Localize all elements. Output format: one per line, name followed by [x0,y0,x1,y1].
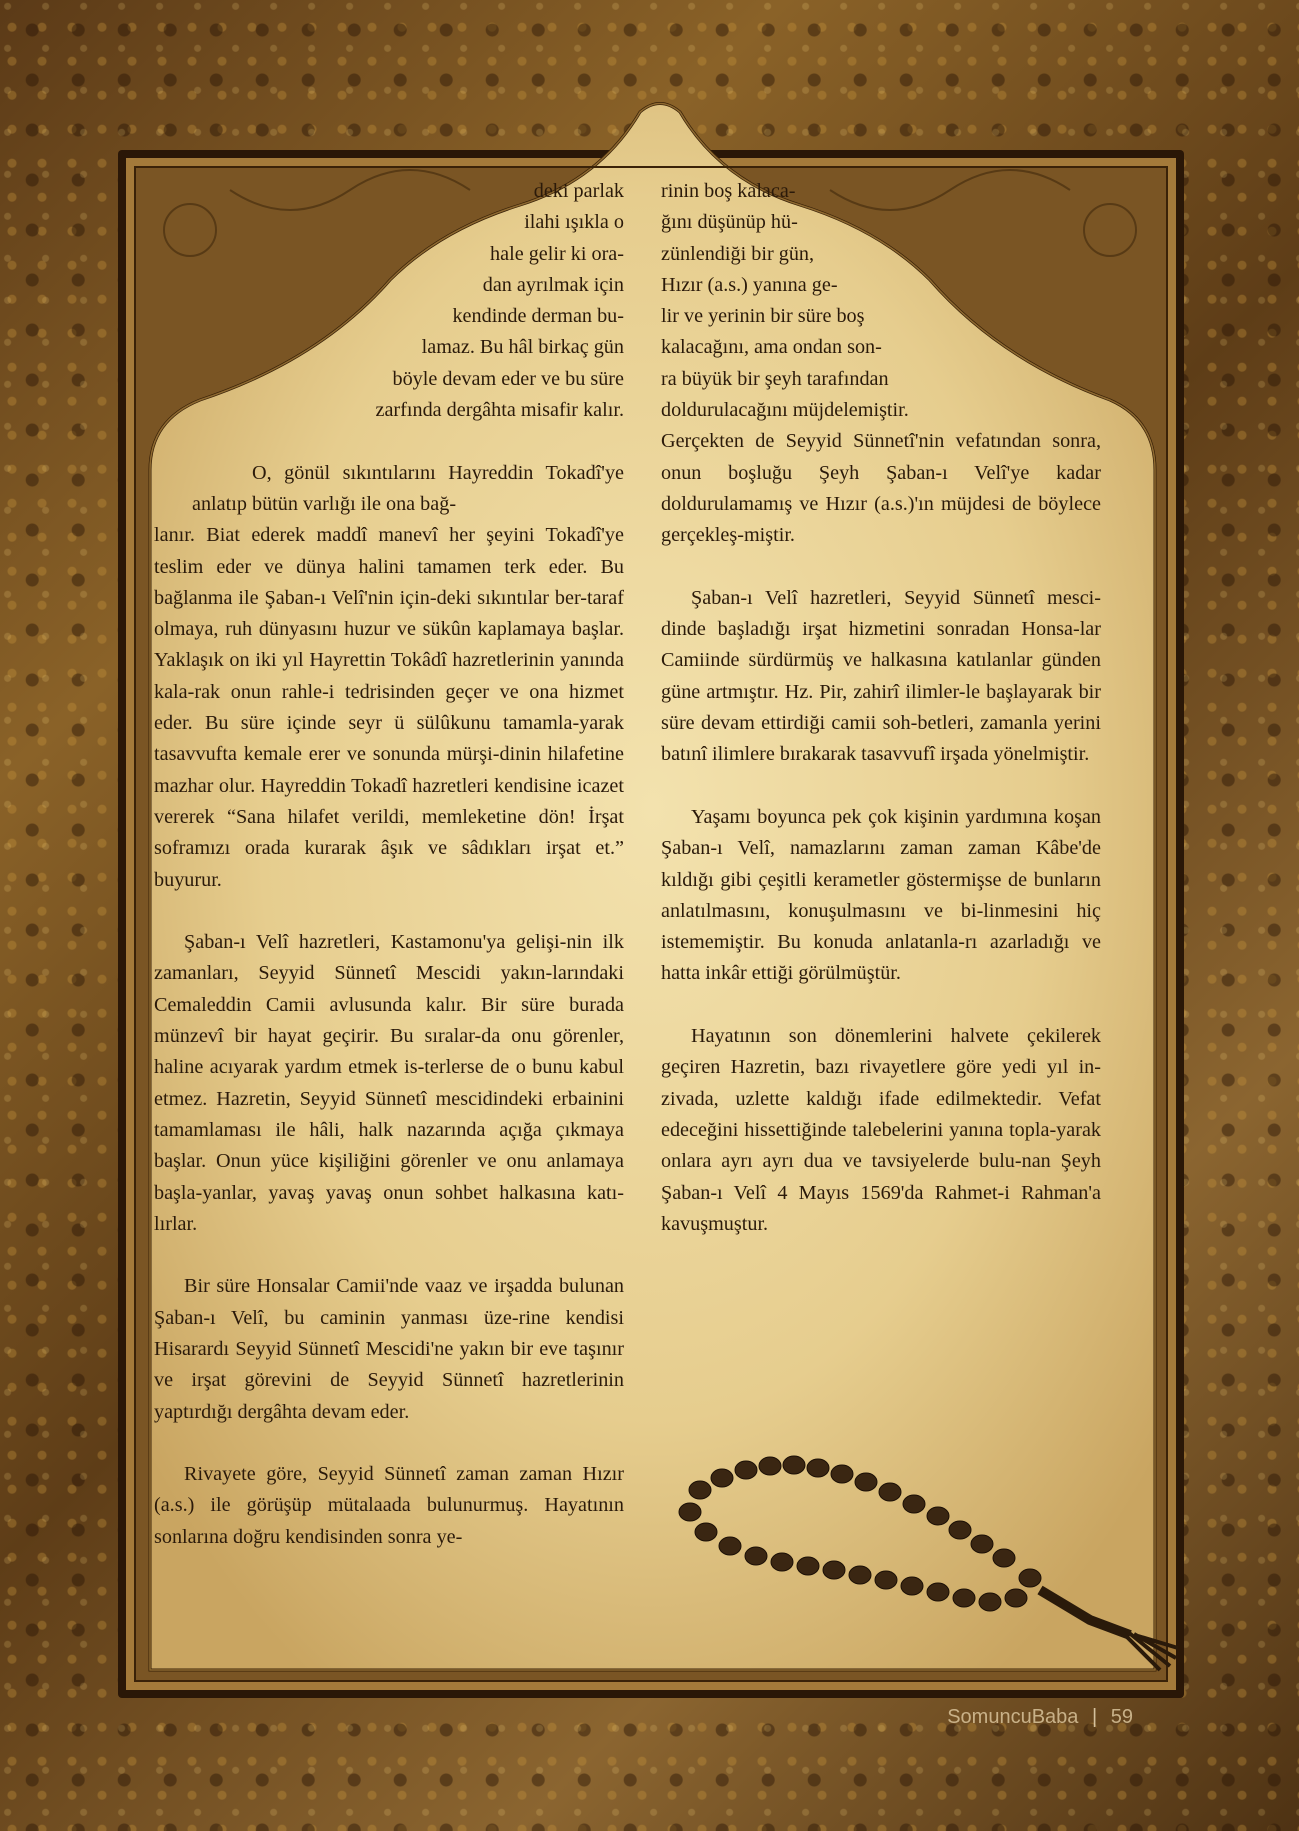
paragraph: Şaban-ı Velî hazretleri, Seyyid Sünnetî mesci-dinde başladığı irşat hizmetini sonradan Honsa-lar Camiinde sürdürmüş ve halkasına katılanlar günden güne artmıştır. Hz. Pir, zahirî ilimler-le başlayarak bir süre devam ettirdiği camii soh-betleri, zamanla yerini batınî ilimlere bırakarak tasavvufî irşada yönelmiştir. [661,586,1101,766]
text-line: ra büyük bir şeyh tarafından [661,367,889,390]
paragraph: Yaşamı boyunca pek çok kişinin yardımına koşan Şaban-ı Velî, namazlarını zaman zaman Kâbe'de kıldığı gibi çeşitli kerametler göstermişse de bunların anlatılmasını, konuşulmasını ve bi-linmesini hiç istememiştir. Bu konuda anlatanla-rı azarladığı ve hatta inkâr ettiği görülmüştür. [661,805,1101,985]
left-column [154,176,624,1584]
text-line: dan ayrılmak için [482,273,624,296]
right-intro-stepped [661,176,1101,426]
paragraph: Şaban-ı Velî hazretleri, Kastamonu'ya gelişi-nin ilk zamanları, Seyyid Sünnetî Mescidi yakın-larındaki Cemaleddin Camii avlusunda kalır. Bir süre burada münzevî bir hayat geçirir. Bu sıralar-da onu görenler, haline acıyarak yardım etmek is-terlerse de o bunu kabul etmez. Hazretin, Seyyid Sünnetî mescidindeki erbainini tamamlaması ile hâli, halk nazarında açığa çıkmaya başlar. Onun yüce kişiliğini görenler ve onu anlamaya başla-yanlar, yavaş yavaş onun sohbet halkasına katı-lırlar. [154,931,624,1235]
magazine-name: SomuncuBaba [947,1706,1079,1728]
paragraph: lanır. Biat ederek maddî manevî her şeyini Tokadî'ye teslim eder ve dünya halini tamamen terk eder. Bu bağlanma ile Şaban-ı Velî'nin için-deki sıkıntılar ber-taraf olmaya, ruh dünyasını huzur ve sükûn kaplamaya başlar. Yaklaşık on iki yıl Hayrettin Tokâdî hazretlerinin yanında kala-rak onun rahle-i tedrisinden geçer ve ona hizmet eder. Bu süre içinde seyr ü sülûkunu tamamla-yarak tasavvufta kemale erer ve sonunda mürşi-dinin hilafetine mazhar olur. Hayreddin Tokadî hazretleri kendisine icazet vererek “Sana hilafet verildi, memleketine dön! İrşat soframızı orada kurarak âşık ve sâdıkları irşat et.” buyurur. [154,524,624,891]
paragraph: Rivayete göre, Seyyid Sünnetî zaman zaman Hızır (a.s.) ile görüşüp mütalaada bulunurmuş. Hayatının sonlarına doğru kendisinden sonra ye- [154,1463,624,1548]
text-line: kalacağını, ama ondan son- [661,336,882,359]
text-line: ilahi ışıkla o [524,211,624,234]
left-intro-stepped [154,176,624,426]
paragraph: Gerçekten de Seyyid Sünnetî'nin vefatından sonra, onun boşluğu Şeyh Şaban-ı Velî'ye kadar doldurulamamış ve Hızır (a.s.)'ın müjdesi de böylece gerçekleş-miştir. [661,430,1101,547]
prayer-beads-image [660,1420,1180,1690]
text-line: böyle devam eder ve bu süre [392,367,624,390]
paragraph: Hayatının son dönemlerini halvete çekilerek geçiren Hazretin, bazı rivayetlere göre yedi yıl in-zivada, uzlette kaldığı ifade edilmektedir. Vefat edeceğini hissettiğinde talebelerini yanına topla-yarak onlara ayrı ayrı dua ve tavsiyelerde bulu-nan Şeyh Şaban-ı Velî 4 Mayıs 1569'da Rahmet-i Rahman'a kavuşmuştur. [661,1025,1101,1235]
page-footer [947,1706,1133,1729]
paragraph: O, gönül sıkıntılarını Hayreddin Tokadî'ye anlatıp bütün varlığı ile ona bağ- [192,461,624,515]
paragraph: Bir süre Honsalar Camii'nde vaaz ve irşadda bulunan Şaban-ı Velî, bu caminin yanması üze-rine kendisi Hisarardı Seyyid Sünnetî Mescidi'ne yakın bir eve taşınır ve irşat görevini de Seyyid Sünnetî hazretlerinin yaptırdığı dergâhta devam eder. [154,1275,624,1423]
text-line: Hızır (a.s.) yanına ge- [661,273,838,296]
page-number: 59 [1110,1706,1133,1728]
text-line: lamaz. Bu hâl birkaç gün [421,336,624,359]
text-line: hale gelir ki ora- [490,242,624,265]
text-line: ğını düşünüp hü- [661,211,798,234]
right-column [661,176,1101,1271]
text-line: rinin boş kalaca- [661,180,796,202]
footer-separator: | [1091,1706,1098,1728]
text-line: deki parlak [533,180,624,202]
text-line: doldurulacağını müjdelemiştir. [661,399,909,422]
text-line: kendinde derman bu- [452,305,624,328]
text-line: lir ve yerinin bir süre boş [661,305,865,328]
text-line: zarfında dergâhta misafir kalır. [375,399,624,422]
text-line: zünlendiği bir gün, [661,242,815,265]
